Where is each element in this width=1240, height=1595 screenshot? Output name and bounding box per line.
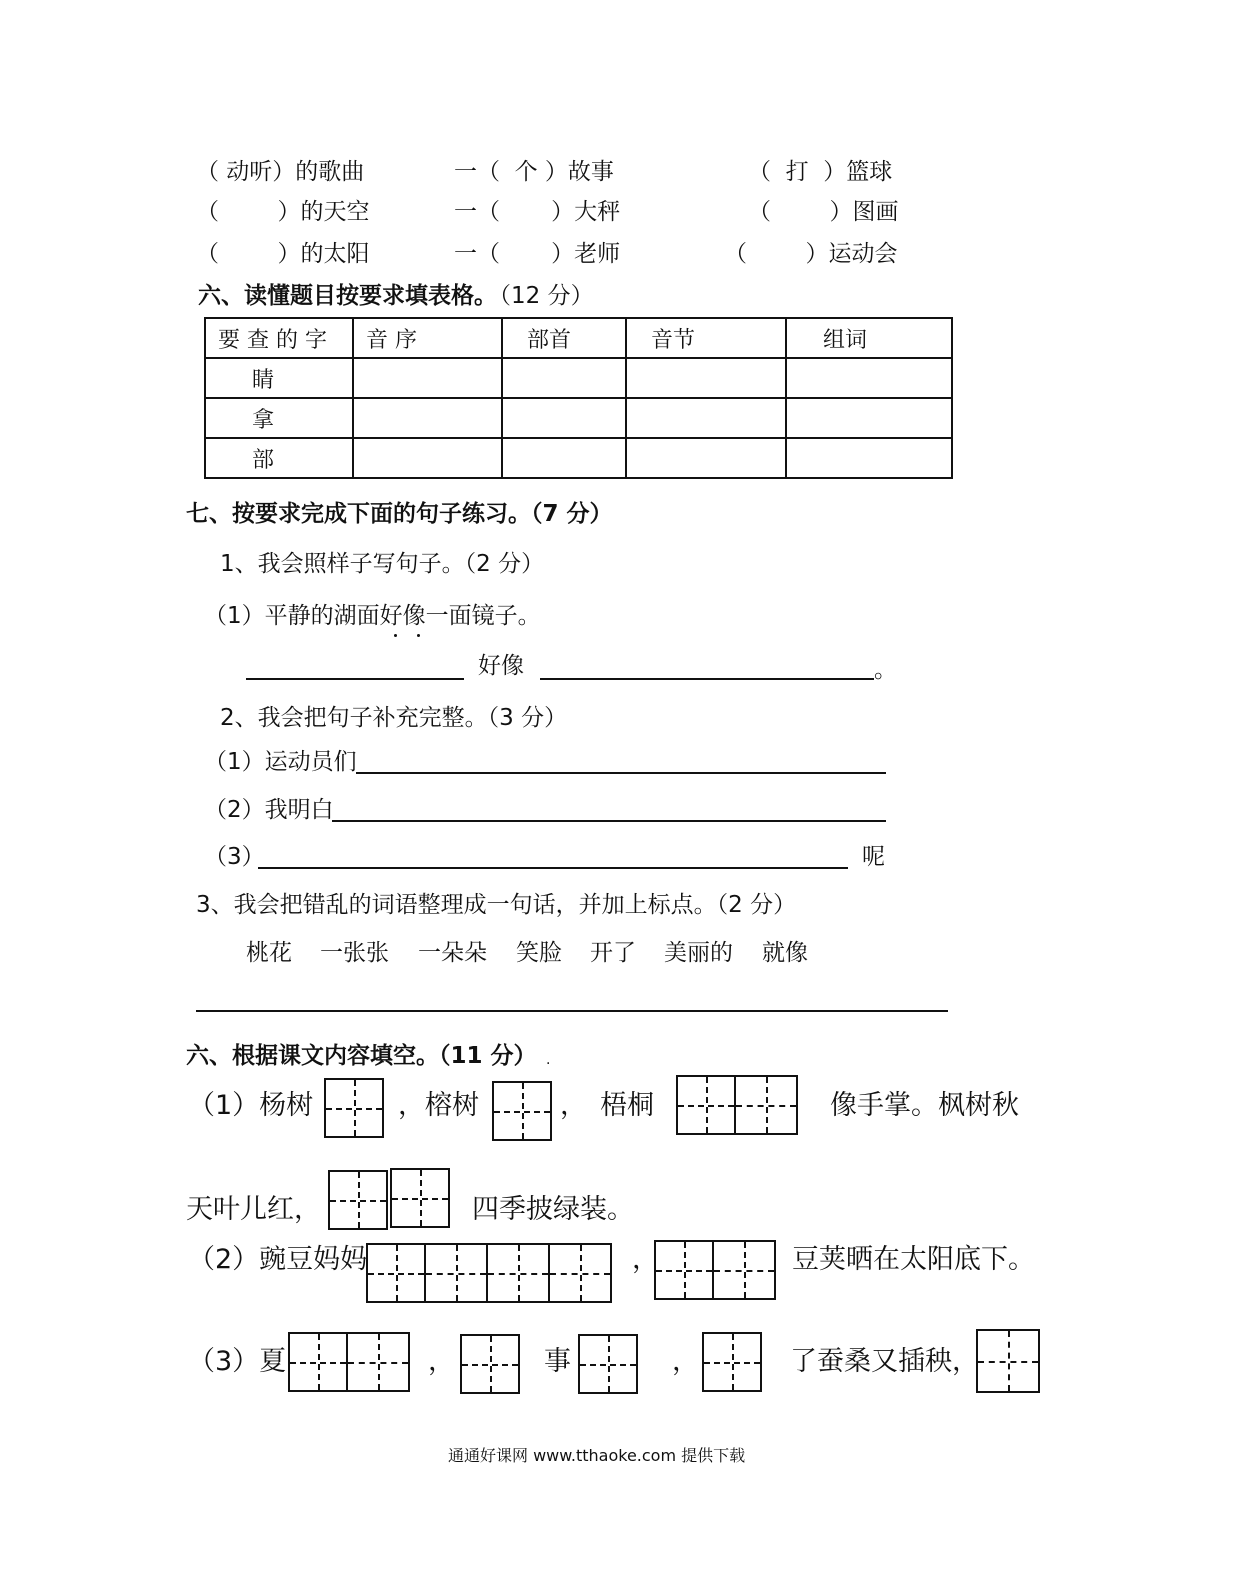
page-footer: 通通好课网 www.tthaoke.com 提供下载 <box>448 1446 746 1465</box>
answer-cell[interactable] <box>786 358 952 398</box>
lookup-table <box>204 317 953 479</box>
q3-word: 笑脸 <box>516 940 562 966</box>
answer-cell[interactable] <box>502 438 626 478</box>
answer-cell[interactable] <box>626 398 786 438</box>
q2-item-3: （3） <box>204 844 265 870</box>
phrase-3-3: （ ）运动会 <box>724 241 898 267</box>
phrase-1-1: （ 动听）的歌曲 <box>196 159 365 185</box>
answer-cell[interactable] <box>353 358 502 398</box>
l3-text-1: （2）豌豆妈妈 <box>188 1244 368 1275</box>
phrase-1-3: （ 打 ）篮球 <box>748 159 893 185</box>
l3-text-3: 豆荚晒在太阳底下。 <box>792 1244 1035 1275</box>
l2-text-1: 天叶儿红， <box>186 1194 321 1225</box>
answer-cell[interactable] <box>786 438 952 478</box>
char-cell: 部 <box>205 438 353 478</box>
emphasis-dot <box>394 634 397 637</box>
table-header-row <box>205 318 952 358</box>
answer-cell[interactable] <box>502 358 626 398</box>
answer-cell[interactable] <box>353 438 502 478</box>
q1-haoxiang: 好像 <box>478 653 524 679</box>
answer-line[interactable] <box>196 1010 948 1012</box>
tianzige-grid[interactable] <box>366 1243 612 1303</box>
tianzige-grid[interactable] <box>654 1240 776 1300</box>
answer-cell[interactable] <box>626 358 786 398</box>
q3-word: 一张张 <box>320 940 389 966</box>
q3-word: 一朵朵 <box>418 940 487 966</box>
q2-title: 2、我会把句子补充完整。（3 分） <box>220 705 568 731</box>
tianzige-grid[interactable] <box>460 1334 520 1394</box>
answer-line[interactable] <box>540 678 874 680</box>
emphasis-dot <box>417 634 420 637</box>
q3-word: 桃花 <box>246 940 292 966</box>
phrase-3-1: （ ）的太阳 <box>196 241 370 267</box>
l1-text-4: 梧桐 <box>600 1090 654 1121</box>
l1-text-1: （1）杨树 <box>188 1090 314 1121</box>
answer-line[interactable] <box>356 772 886 774</box>
char-cell: 睛 <box>205 358 353 398</box>
l4-text-3: 事 <box>544 1346 571 1377</box>
tianzige-grid[interactable] <box>702 1332 762 1392</box>
q3-word: 就像 <box>762 940 808 966</box>
stray-mark: . <box>546 1052 551 1068</box>
l4-text-5: 了蚕桑又插秧， <box>790 1346 979 1377</box>
tianzige-grid[interactable] <box>324 1078 384 1138</box>
tianzige-grid[interactable] <box>976 1329 1040 1393</box>
answer-line[interactable] <box>258 867 848 869</box>
l4-text-4: ， <box>672 1346 699 1377</box>
phrase-3-2: 一（ ）老师 <box>454 241 621 267</box>
l4-text-2: ， <box>428 1346 455 1377</box>
q3-title: 3、我会把错乱的词语整理成一句话，并加上标点。（2 分） <box>196 892 797 918</box>
header-zuci: 组词 <box>786 318 952 358</box>
q1-end-mark: 。 <box>874 657 897 683</box>
header-yinjie: 音节 <box>626 318 786 358</box>
header-yinxu: 音 序 <box>353 318 502 358</box>
l1-text-2: ，榕树 <box>398 1090 479 1121</box>
answer-line[interactable] <box>332 820 886 822</box>
q1-example: （1）平静的湖面好像一面镜子。 <box>204 603 541 629</box>
q2-item-1: （1）运动员们 <box>204 749 357 775</box>
tianzige-grid[interactable] <box>578 1334 638 1394</box>
q3-word: 开了 <box>590 940 636 966</box>
l1-text-5: 像手掌。枫树秋 <box>830 1090 1019 1121</box>
section-6a-score: （12 分） <box>488 283 594 309</box>
section-7-title: 七、按要求完成下面的句子练习。（7 分） <box>186 501 613 527</box>
q2-item-2: （2）我明白 <box>204 797 334 823</box>
table-row <box>205 438 952 478</box>
l1-text-3: ， <box>560 1090 587 1121</box>
tianzige-grid[interactable] <box>328 1170 388 1230</box>
phrase-1-2: 一（ 个 ）故事 <box>454 159 614 185</box>
table-row <box>205 358 952 398</box>
section-6a-title: 六、读懂题目按要求填表格。 <box>198 283 497 309</box>
table-row <box>205 398 952 438</box>
q3-word: 美丽的 <box>664 940 733 966</box>
answer-line[interactable] <box>246 678 464 680</box>
l2-text-2: 四季披绿装。 <box>472 1194 634 1225</box>
tianzige-grid[interactable] <box>676 1075 798 1135</box>
l3-text-2: ， <box>632 1244 659 1275</box>
l4-text-1: （3）夏 <box>188 1346 287 1377</box>
q1-title: 1、我会照样子写句子。（2 分） <box>220 551 545 577</box>
answer-cell[interactable] <box>502 398 626 438</box>
q2-ne: 呢 <box>862 844 885 870</box>
phrase-2-1: （ ）的天空 <box>196 199 370 225</box>
tianzige-grid[interactable] <box>288 1332 410 1392</box>
header-bushou: 部首 <box>502 318 626 358</box>
tianzige-grid[interactable] <box>390 1168 450 1228</box>
section-6b-title: 六、根据课文内容填空。（11 分） <box>186 1043 537 1069</box>
phrase-2-2: 一（ ）大秤 <box>454 199 621 225</box>
char-cell: 拿 <box>205 398 353 438</box>
phrase-2-3: （ ）图画 <box>748 199 899 225</box>
answer-cell[interactable] <box>786 398 952 438</box>
answer-cell[interactable] <box>353 398 502 438</box>
header-char: 要 查 的 字 <box>205 318 353 358</box>
tianzige-grid[interactable] <box>492 1081 552 1141</box>
answer-cell[interactable] <box>626 438 786 478</box>
